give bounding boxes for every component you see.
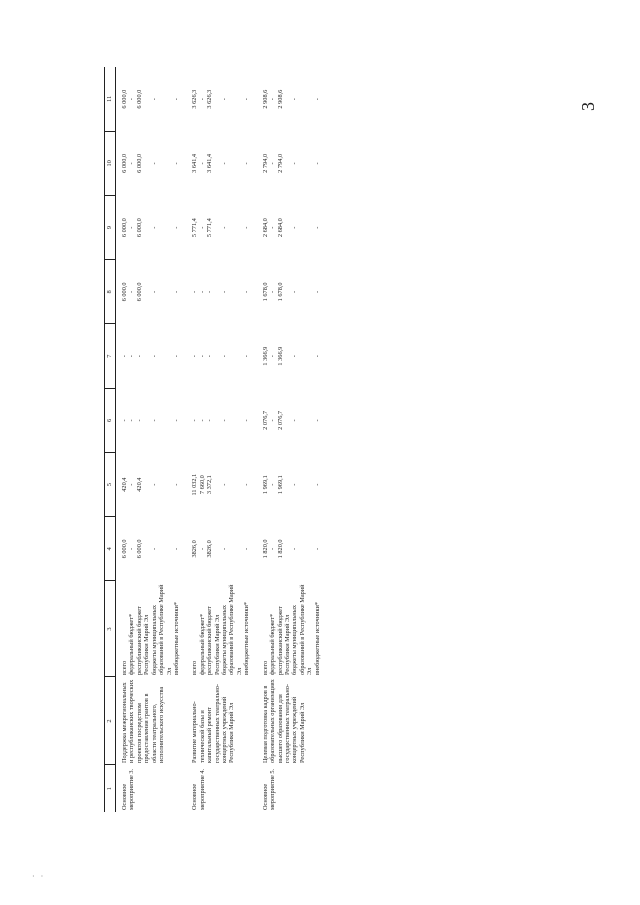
amount-cell: - xyxy=(191,290,199,293)
amount-cell: - xyxy=(269,226,277,229)
funding-source: бюджеты муниципальных образований в Республике Марий Эл xyxy=(221,584,243,675)
amount-cell: 3 626,3 xyxy=(206,89,214,109)
amount-cell: - xyxy=(172,162,180,165)
amount-cell: - xyxy=(269,483,277,486)
funding-source: всего xyxy=(191,660,199,675)
amount-cell: - xyxy=(221,355,229,358)
amount-cell: - xyxy=(150,355,158,358)
amount-cell: 420,4 xyxy=(135,477,143,492)
amount-cell: - xyxy=(313,419,321,422)
amount-cell: - xyxy=(198,419,206,422)
funding-source: бюджеты муниципальных образований в Республике Марий Эл xyxy=(150,584,173,675)
amount-cell: - xyxy=(221,226,229,229)
amount-cell: 3 641,4 xyxy=(206,153,214,173)
amount-cell: - xyxy=(128,419,136,422)
amount-cell: 6 000,0 xyxy=(121,539,128,559)
amount-cell: - xyxy=(128,483,136,486)
amount-cell: 11 032,1 xyxy=(191,473,199,496)
amount-cell: - xyxy=(198,98,206,101)
amount-cell: - xyxy=(172,419,180,422)
amount-cell: - xyxy=(313,355,321,358)
amount-cell: - xyxy=(128,355,136,358)
amount-cell: 1 366,9 xyxy=(276,346,284,366)
column-header: 10 xyxy=(105,131,116,195)
amount-cell: 6 000,0 xyxy=(135,89,143,109)
amount-cell: 2 908,6 xyxy=(261,89,269,109)
amount-cell: 2 076,7 xyxy=(276,410,284,430)
page-number: 3 xyxy=(578,102,598,111)
amount-cell: - xyxy=(150,162,158,165)
rotated-table-area xyxy=(104,67,627,812)
amount-cell: - xyxy=(172,547,180,550)
amount-cell: - xyxy=(243,483,251,486)
amount-cell: 2 794,0 xyxy=(261,153,269,173)
funding-source: федеральный бюджет* xyxy=(128,613,136,675)
amount-cell: 6 000,0 xyxy=(121,218,128,238)
column-header: 2 xyxy=(105,677,116,765)
column-header: 7 xyxy=(105,324,116,388)
amount-cell: 1 678,0 xyxy=(261,282,269,302)
amount-cell: 6 000,0 xyxy=(121,282,128,302)
amount-cell: 3 641,4 xyxy=(191,153,199,173)
amount-cell: 2 908,6 xyxy=(276,89,284,109)
amount-cell: - xyxy=(121,419,128,422)
table-row xyxy=(257,67,269,812)
amount-cell: - xyxy=(172,290,180,293)
amount-cell: - xyxy=(313,547,321,550)
amount-cell: - xyxy=(128,290,136,293)
amount-cell: - xyxy=(121,355,128,358)
amount-cell: - xyxy=(243,226,251,229)
amount-cell: - xyxy=(291,419,299,422)
amount-cell: 6 000,0 xyxy=(135,218,143,238)
amount-cell: - xyxy=(221,547,229,550)
amount-cell: - xyxy=(150,290,158,293)
funding-source: республиканский бюджет Республики Марий Эл xyxy=(206,606,221,675)
amount-cell: 2 076,7 xyxy=(261,410,269,430)
amount-cell: - xyxy=(291,547,299,550)
column-header: 5 xyxy=(105,453,116,517)
funding-source: внебюджетные источники* xyxy=(243,601,251,675)
amount-cell: - xyxy=(198,290,206,293)
amount-cell: 3826,0 xyxy=(191,540,199,558)
amount-cell: - xyxy=(243,98,251,101)
column-header: 6 xyxy=(105,388,116,452)
amount-cell: 1 820,0 xyxy=(261,539,269,559)
amount-cell: - xyxy=(135,355,143,358)
amount-cell: - xyxy=(221,162,229,165)
amount-cell: - xyxy=(150,98,158,101)
amount-cell: - xyxy=(313,290,321,293)
amount-cell: 3 372,1 xyxy=(206,475,214,495)
amount-cell: - xyxy=(198,162,206,165)
amount-cell: - xyxy=(313,483,321,486)
amount-cell: - xyxy=(198,547,206,550)
funding-source: всего xyxy=(261,660,269,675)
funding-source: бюджеты муниципальных образований в Республике Марий Эл xyxy=(291,584,314,675)
amount-cell: - xyxy=(172,355,180,358)
amount-cell: - xyxy=(206,290,214,293)
amount-cell: - xyxy=(221,98,229,101)
amount-cell: 5 771,4 xyxy=(191,218,199,238)
column-header: 11 xyxy=(105,67,116,131)
amount-cell: 3 626,3 xyxy=(191,89,199,109)
amount-cell: - xyxy=(313,162,321,165)
amount-cell: - xyxy=(291,226,299,229)
amount-cell: - xyxy=(243,547,251,550)
amount-cell: - xyxy=(198,355,206,358)
amount-cell: - xyxy=(291,483,299,486)
amount-cell: 420,4 xyxy=(121,477,128,492)
amount-cell: 6 000,0 xyxy=(121,89,128,109)
column-number-row xyxy=(105,67,116,812)
amount-cell: - xyxy=(243,355,251,358)
column-header: 9 xyxy=(105,196,116,260)
amount-cell: 6 000,0 xyxy=(135,539,143,559)
amount-cell: - xyxy=(191,419,199,422)
amount-cell: - xyxy=(291,290,299,293)
amount-cell: - xyxy=(206,419,214,422)
amount-cell: - xyxy=(313,98,321,101)
event-name: Основное мероприятие 4. xyxy=(191,768,206,810)
table-body xyxy=(116,67,328,812)
amount-cell: - xyxy=(172,226,180,229)
amount-cell: - xyxy=(206,355,214,358)
column-header: 8 xyxy=(105,260,116,324)
amount-cell: - xyxy=(269,419,277,422)
amount-cell: 7 660,0 xyxy=(198,475,206,495)
amount-cell: - xyxy=(191,355,199,358)
event-description: Поддержка межрегиональных и республиканских творческих проектов посредством предоставления грантов в области театрального, исполнительского искусства xyxy=(121,679,166,763)
funding-table xyxy=(104,67,327,812)
column-header: 3 xyxy=(105,581,116,677)
amount-cell: - xyxy=(128,162,136,165)
funding-source: внебюджетные источники* xyxy=(313,601,321,675)
event-name: Основное мероприятие 3. xyxy=(121,768,136,810)
amount-cell: 1 969,1 xyxy=(261,475,269,495)
amount-cell: - xyxy=(291,162,299,165)
amount-cell: - xyxy=(150,419,158,422)
funding-source: республиканский бюджет Республики Марий Эл xyxy=(135,606,151,675)
table-row xyxy=(116,67,129,812)
amount-cell: - xyxy=(313,226,321,229)
amount-cell: - xyxy=(172,483,180,486)
amount-cell: - xyxy=(243,290,251,293)
amount-cell: 5 771,4 xyxy=(206,218,214,238)
funding-source: республиканский бюджет Республики Марий Эл xyxy=(276,606,292,675)
event-description: Развитие материально-технической базы и капитальный ремонт государственных театрально-концертных учреждений Республики Марий Эл xyxy=(191,683,236,763)
amount-cell: 1 678,0 xyxy=(276,282,284,302)
event-description: Целевая подготовка кадров в образовательных организациях высшего образования для государственных театрально-концертных учреждений Республики Марий Эл xyxy=(261,679,306,763)
amount-cell: - xyxy=(269,98,277,101)
amount-cell: 6 000,0 xyxy=(135,153,143,173)
amount-cell: - xyxy=(291,355,299,358)
scan-specks: · · xyxy=(32,872,46,881)
amount-cell: - xyxy=(221,483,229,486)
amount-cell: - xyxy=(150,547,158,550)
amount-cell: - xyxy=(172,98,180,101)
amount-cell: - xyxy=(291,98,299,101)
column-header: 1 xyxy=(105,765,116,812)
amount-cell: - xyxy=(198,226,206,229)
funding-source: внебюджетные источники* xyxy=(172,601,180,675)
amount-cell: 2 684,0 xyxy=(276,218,284,238)
amount-cell: - xyxy=(221,290,229,293)
table-row xyxy=(186,67,198,812)
amount-cell: 2 794,0 xyxy=(276,153,284,173)
funding-source: федеральный бюджет* xyxy=(198,613,206,675)
amount-cell: 1 820,0 xyxy=(276,539,284,559)
amount-cell: - xyxy=(128,98,136,101)
amount-cell: 3826,0 xyxy=(206,540,214,558)
funding-source: всего xyxy=(121,660,128,675)
amount-cell: 2 684,0 xyxy=(261,218,269,238)
amount-cell: - xyxy=(135,419,143,422)
column-header: 4 xyxy=(105,517,116,581)
event-name: Основное мероприятие 5. xyxy=(261,768,277,810)
amount-cell: - xyxy=(150,483,158,486)
amount-cell: - xyxy=(269,355,277,358)
amount-cell: - xyxy=(221,419,229,422)
amount-cell: 1 366,9 xyxy=(261,346,269,366)
amount-cell: - xyxy=(128,226,136,229)
amount-cell: - xyxy=(269,290,277,293)
amount-cell: - xyxy=(269,547,277,550)
amount-cell: - xyxy=(150,226,158,229)
amount-cell: 6 000,0 xyxy=(135,282,143,302)
amount-cell: - xyxy=(269,162,277,165)
amount-cell: 1 969,1 xyxy=(276,475,284,495)
amount-cell: 6 000,0 xyxy=(121,153,128,173)
amount-cell: - xyxy=(128,547,136,550)
funding-source: федеральный бюджет* xyxy=(269,613,277,675)
amount-cell: - xyxy=(243,419,251,422)
amount-cell: - xyxy=(243,162,251,165)
